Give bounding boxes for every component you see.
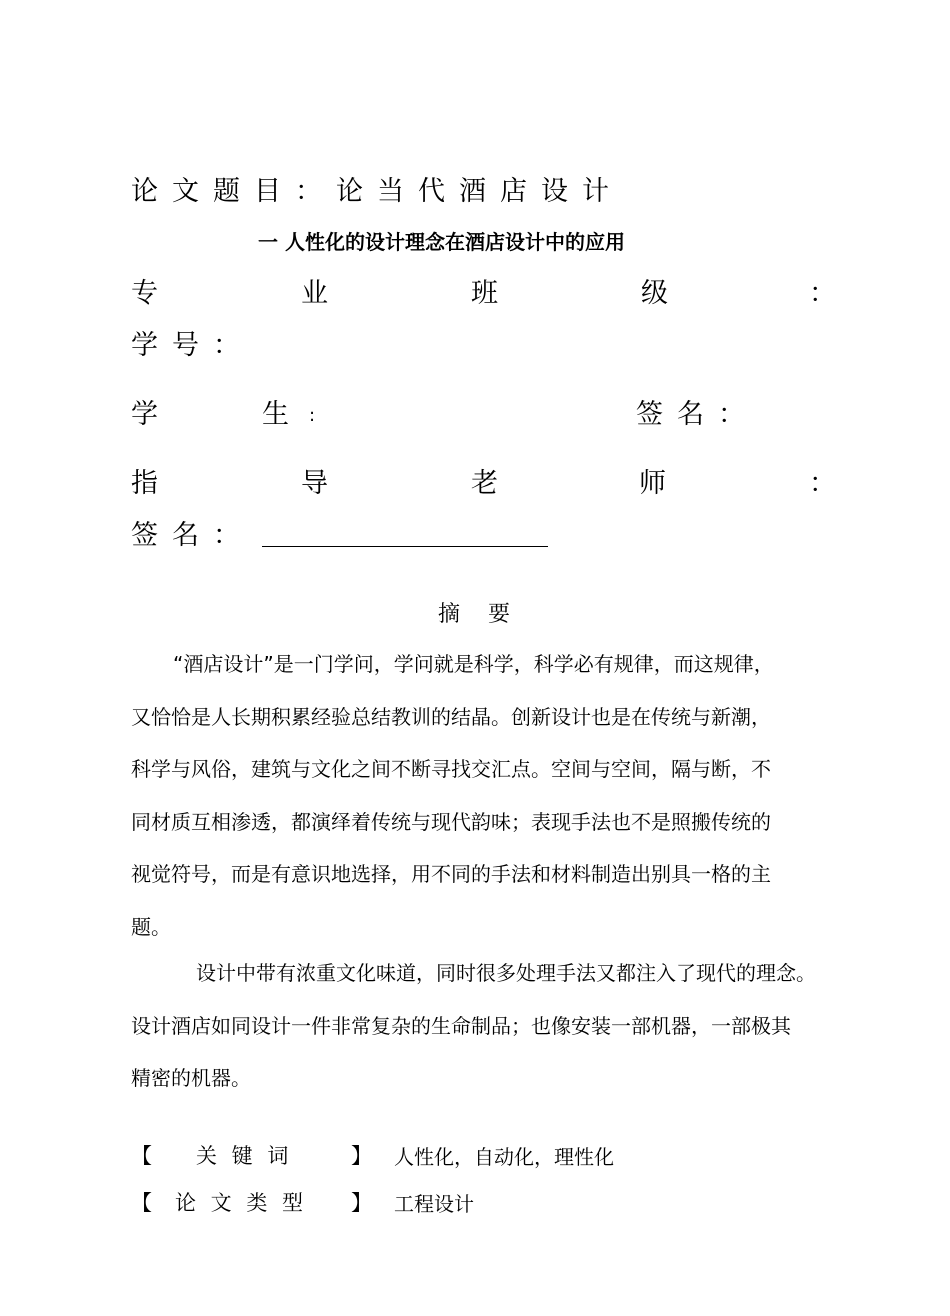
paper-title: 论文题目：论当代酒店设计	[131, 176, 623, 207]
advisor-label-char: 老	[471, 468, 498, 499]
abstract-line: 又恰恰是人长期积累经验总结教训的结晶。创新设计也是在传统与新潮，	[131, 704, 771, 729]
advisor-sign-label: 签名：	[131, 520, 254, 551]
abstract-heading: 摘要	[438, 602, 539, 627]
keywords-open-bracket: 【	[131, 1144, 152, 1168]
major-label-char: 班	[471, 278, 498, 309]
paper-type-close-bracket: 】	[351, 1191, 372, 1215]
paper-type-label: 论 文 类 型	[175, 1191, 308, 1215]
paper-type-row	[131, 1193, 731, 1223]
abstract-paragraph-2	[131, 947, 871, 1105]
abstract-line: 科学与风俗，建筑与文化之间不断寻找交汇点。空间与空间，隔与断，不	[131, 757, 771, 781]
keywords-value: 人性化，自动化，理性化	[394, 1145, 614, 1169]
abstract-line: 题。	[131, 914, 171, 939]
abstract-line: 视觉符号，而是有意识地选择，用不同的手法和材料制造出别具一格的主	[131, 862, 771, 886]
signature-line	[262, 546, 548, 547]
abstract-line: 设计酒店如同设计一件非常复杂的生命制品；也像安装一部机器，一部极其	[131, 1013, 791, 1038]
student-label-char: 学	[131, 399, 158, 430]
abstract-line: “酒店设计”是一门学问，学问就是科学，科学必有规律，而这规律，	[173, 652, 774, 676]
student-row	[131, 401, 831, 433]
student-label-colon: :	[309, 405, 316, 426]
major-class-row	[131, 278, 836, 312]
keywords-label: 关 键 词	[196, 1144, 293, 1168]
advisor-label-colon: ：	[809, 468, 836, 499]
student-sign-label: 签名：	[636, 399, 759, 430]
abstract-line: 设计中带有浓重文化味道，同时很多处理手法又都注入了现代的理念。	[196, 961, 816, 985]
paper-subtitle: 一 人性化的设计理念在酒店设计中的应用	[258, 230, 625, 254]
paper-type-open-bracket: 【	[131, 1191, 152, 1215]
student-label-char: 生	[262, 399, 289, 430]
advisor-row	[131, 468, 836, 502]
abstract-line: 同材质互相渗透，都演绎着传统与现代韵味；表现手法也不是照搬传统的	[131, 809, 771, 834]
student-id-label: 学号：	[131, 330, 254, 361]
advisor-label-char: 导	[301, 468, 328, 499]
keywords-row	[131, 1146, 731, 1176]
paper-type-value: 工程设计	[394, 1192, 474, 1216]
major-label-colon: ：	[809, 278, 836, 309]
major-label-char: 级	[641, 278, 668, 309]
keywords-close-bracket: 】	[351, 1144, 372, 1168]
advisor-label-char: 师	[639, 468, 666, 499]
major-label-char: 专	[131, 278, 158, 309]
major-label-char: 业	[301, 278, 328, 309]
advisor-label-char: 指	[131, 468, 158, 499]
abstract-line: 精密的机器。	[131, 1066, 251, 1090]
abstract-paragraph-1	[131, 638, 871, 953]
